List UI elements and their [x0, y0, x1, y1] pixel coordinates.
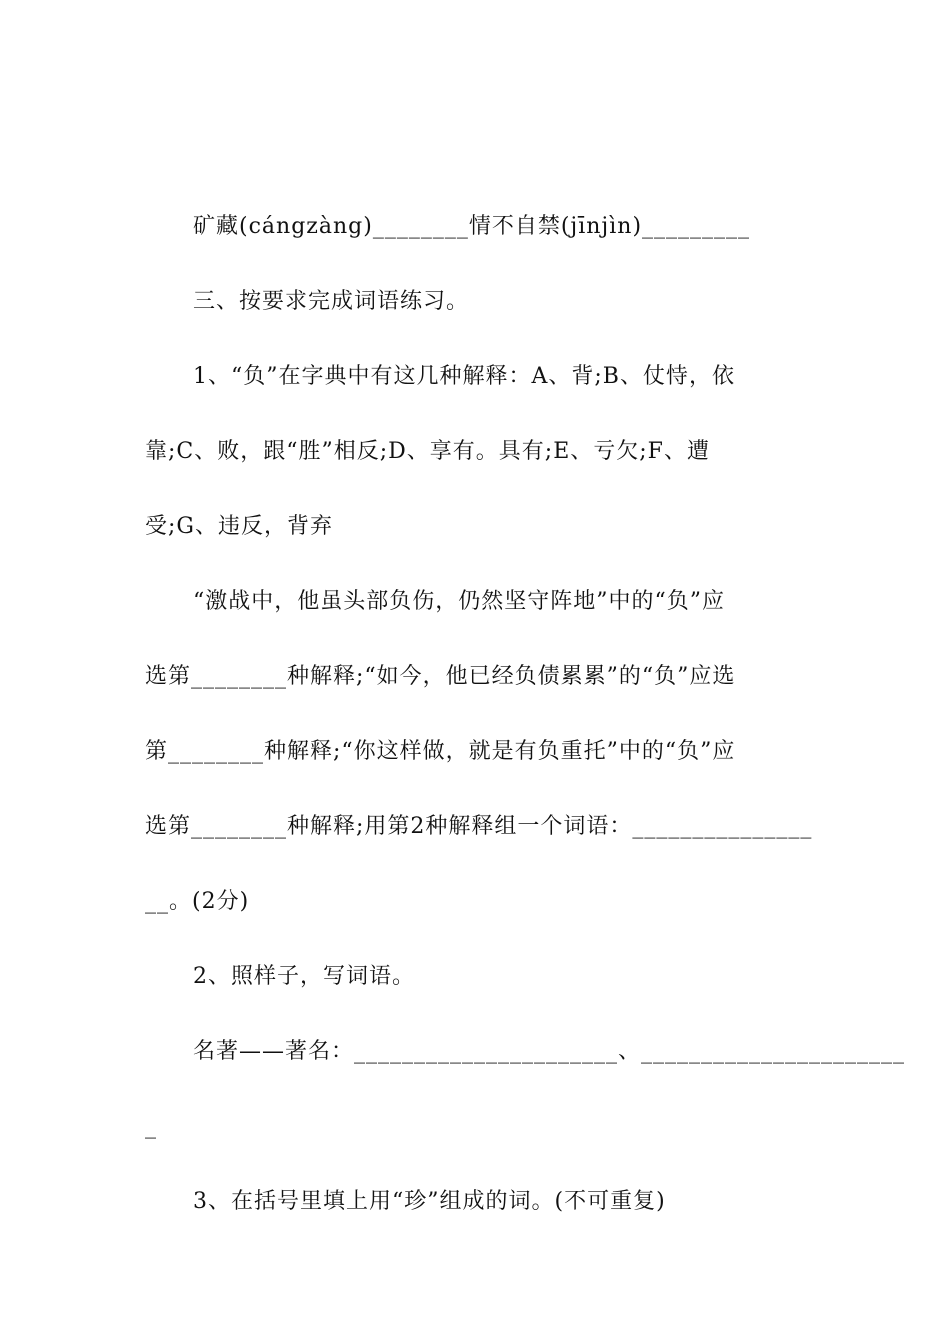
pinyin-exercise-line: 矿藏(cángzàng)________情不自禁(jīnjìn)_________ [193, 214, 751, 239]
question-1-line-3: 受;G、违反，背弃 [145, 514, 333, 539]
section-heading: 三、按要求完成词语练习。 [193, 289, 470, 314]
question-2-continuation: _ [145, 1114, 157, 1139]
question-3-heading: 3、在括号里填上用“珍”组成的词。(不可重复) [193, 1189, 666, 1214]
question-2-heading: 2、照样子，写词语。 [193, 964, 415, 989]
question-1-line-6: 第________种解释;“你这样做，就是有负重托”中的“负”应 [145, 739, 736, 764]
question-2-example: 名著——著名：______________________、______________________ [193, 1039, 906, 1064]
question-1-line-4: “激战中，他虽头部负伤，仍然坚守阵地”中的“负”应 [193, 589, 725, 614]
question-1-line-5: 选第________种解释;“如今，他已经负债累累”的“负”应选 [145, 664, 736, 689]
question-1-line-2: 靠;C、败，跟“胜”相反;D、享有。具有;E、亏欠;F、遭 [145, 439, 710, 464]
question-1-line-8: __。(2分) [145, 889, 250, 914]
question-1-line-1: 1、“负”在字典中有这几种解释：A、背;B、仗恃，依 [193, 364, 735, 389]
question-1-line-7: 选第________种解释;用第2种解释组一个词语：_______________ [145, 814, 813, 839]
